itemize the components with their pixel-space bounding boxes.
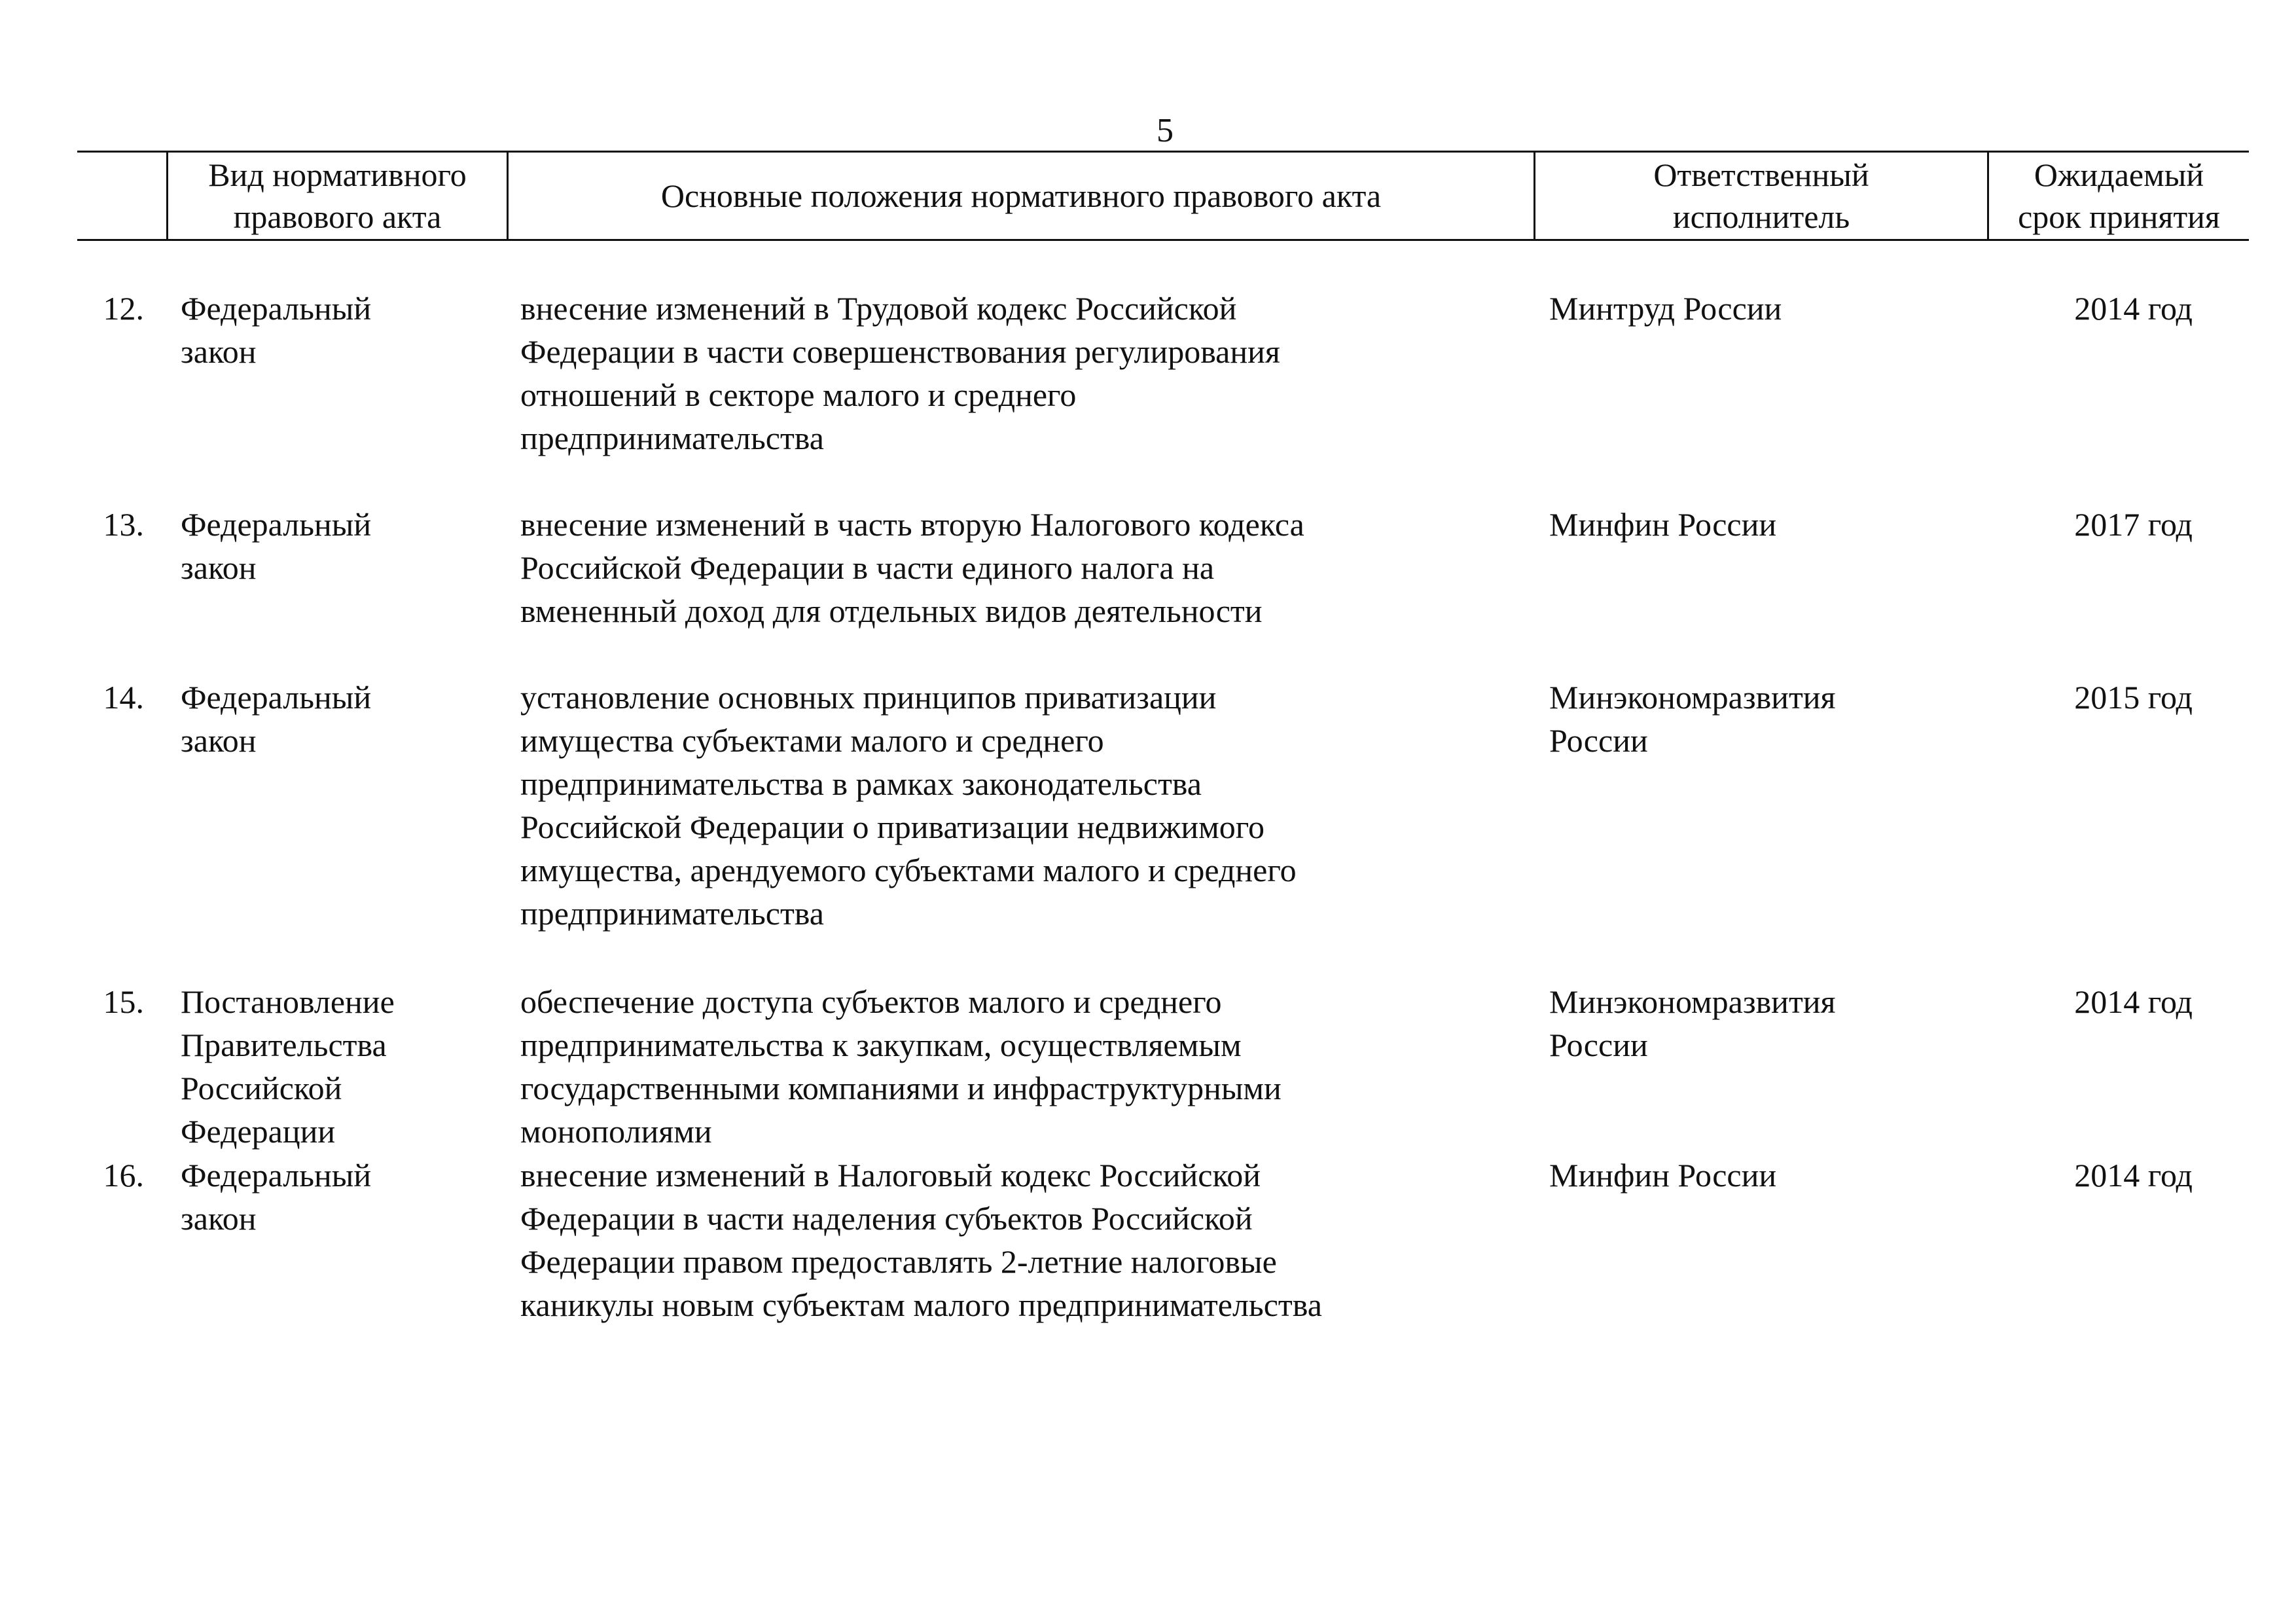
header-kind-line: правового акта <box>233 198 442 235</box>
header-term-line: срок принятия <box>2018 198 2220 235</box>
row-description-line: монополиями <box>520 1113 712 1150</box>
row-responsible <box>1549 980 1836 1067</box>
row-kind-line: Федеральный <box>181 290 372 327</box>
header-responsible-line: исполнитель <box>1672 198 1850 235</box>
row-description <box>520 676 1297 935</box>
row-responsible-line: Минэкономразвития <box>1549 983 1836 1020</box>
row-kind-line: Постановление <box>181 983 395 1020</box>
row-term: 2014 год <box>2074 290 2193 327</box>
header-number-column <box>77 153 166 239</box>
row-kind-line: Российской <box>181 1070 342 1106</box>
row-kind-line: Федеральный <box>181 1157 372 1194</box>
row-description-line: каникулы новым субъектам малого предпринимательства <box>520 1286 1322 1323</box>
header-kind-line: Вид нормативного <box>208 156 467 193</box>
row-responsible <box>1549 503 1776 546</box>
row-kind-line: Федеральный <box>181 679 372 716</box>
row-number: 15. <box>103 983 144 1020</box>
row-description-line: предпринимательства к закупкам, осуществляемым <box>520 1027 1242 1063</box>
row-kind <box>181 287 371 373</box>
row-responsible <box>1549 1154 1776 1197</box>
row-description-line: Российской Федерации в части единого налога на <box>520 549 1215 586</box>
row-number: 16. <box>103 1157 144 1194</box>
row-description-line: предпринимательства <box>520 895 824 932</box>
row-number: 13. <box>103 506 144 543</box>
row-term: 2015 год <box>2074 679 2193 716</box>
row-responsible-line: России <box>1549 722 1648 759</box>
row-description-line: Федерации правом предоставлять 2-летние налоговые <box>520 1243 1277 1280</box>
row-kind <box>181 980 395 1153</box>
row-description-line: предпринимательства в рамках законодательства <box>520 765 1202 802</box>
row-description <box>520 1154 1322 1326</box>
row-description-line: Российской Федерации о приватизации недвижимого <box>520 809 1265 845</box>
row-kind-line: Федеральный <box>181 506 372 543</box>
row-description-line: предпринимательства <box>520 420 824 456</box>
header-kind <box>166 153 507 239</box>
header-description-label: Основные положения нормативного правового акта <box>660 177 1382 214</box>
row-responsible-line: Минтруд России <box>1549 290 1782 327</box>
row-kind-line: Правительства <box>181 1027 387 1063</box>
row-number: 12. <box>103 290 144 327</box>
row-kind-line: закон <box>181 549 257 586</box>
row-responsible-line: Минфин России <box>1549 506 1777 543</box>
row-kind <box>181 503 371 589</box>
row-number: 14. <box>103 679 144 716</box>
row-description-line: государственными компаниями и инфраструктурными <box>520 1070 1282 1106</box>
row-description-line: внесение изменений в Налоговый кодекс Российской <box>520 1157 1261 1194</box>
row-description-line: Федерации в части совершенствования регулирования <box>520 333 1280 370</box>
row-responsible <box>1549 676 1836 762</box>
row-responsible-line: Минэкономразвития <box>1549 679 1836 716</box>
row-kind-line: закон <box>181 333 257 370</box>
row-responsible-line: России <box>1549 1027 1648 1063</box>
row-responsible <box>1549 287 1782 330</box>
row-description-line: установление основных принципов приватизации <box>520 679 1217 716</box>
row-description-line: Федерации в части наделения субъектов Российской <box>520 1200 1253 1237</box>
row-description-line: внесение изменений в Трудовой кодекс Российской <box>520 290 1237 327</box>
row-description-line: имущества, арендуемого субъектами малого и среднего <box>520 852 1297 888</box>
row-description-line: отношений в секторе малого и среднего <box>520 376 1077 413</box>
row-description-line: имущества субъектами малого и среднего <box>520 722 1104 759</box>
row-description-line: обеспечение доступа субъектов малого и среднего <box>520 983 1222 1020</box>
row-kind <box>181 676 371 762</box>
row-kind <box>181 1154 371 1240</box>
header-responsible-line: Ответственный <box>1653 156 1869 193</box>
header-description <box>507 153 1534 239</box>
row-description <box>520 980 1282 1153</box>
row-responsible-line: Минфин России <box>1549 1157 1777 1194</box>
row-description <box>520 503 1304 632</box>
row-description-line: вмененный доход для отдельных видов деятельности <box>520 593 1263 629</box>
row-kind-line: Федерации <box>181 1113 336 1150</box>
row-kind-line: закон <box>181 722 257 759</box>
row-kind-line: закон <box>181 1200 257 1237</box>
row-description <box>520 287 1280 460</box>
page-number: 5 <box>1157 112 1174 149</box>
table-header <box>77 151 2249 241</box>
row-description-line: внесение изменений в часть вторую Налогового кодекса <box>520 506 1304 543</box>
header-responsible <box>1534 153 1987 239</box>
row-term: 2014 год <box>2074 1157 2193 1194</box>
header-term <box>1987 153 2249 239</box>
header-term-line: Ожидаемый <box>2034 156 2204 193</box>
row-term: 2014 год <box>2074 983 2193 1020</box>
row-term: 2017 год <box>2074 506 2193 543</box>
